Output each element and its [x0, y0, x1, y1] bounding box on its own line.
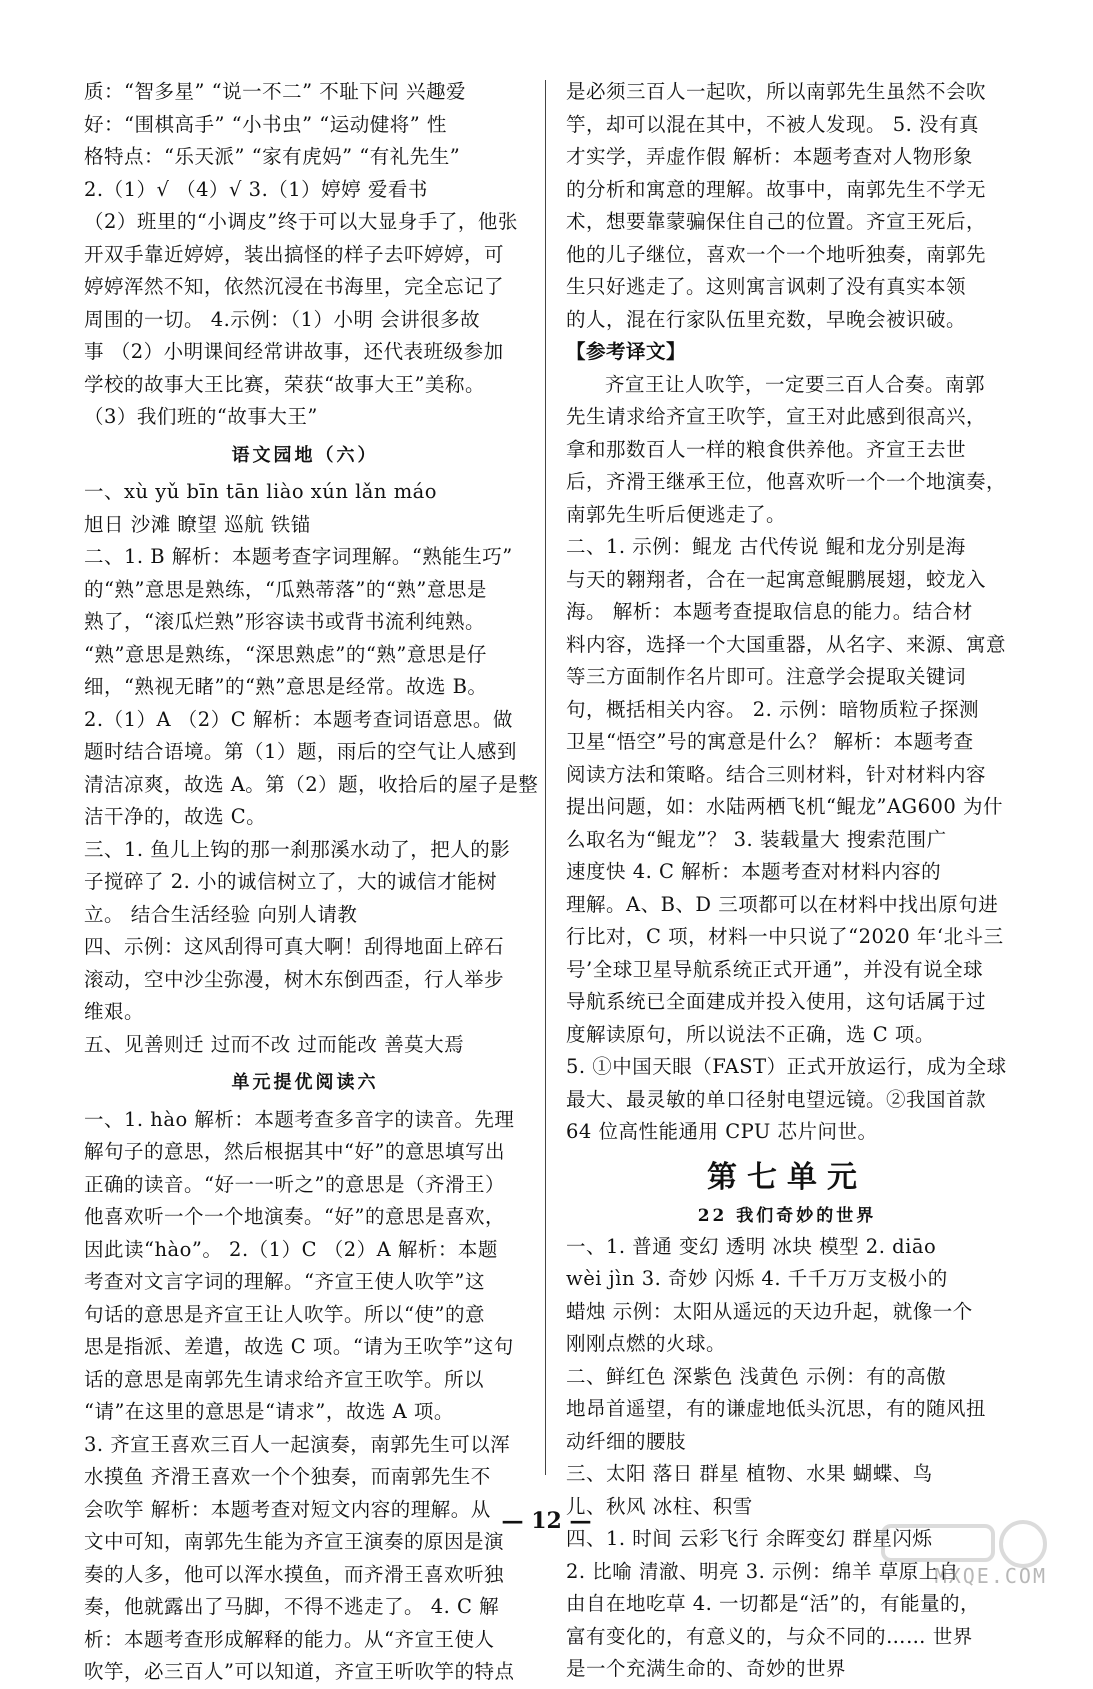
right-p6 — [566, 1361, 1008, 1459]
text-line: （2）班里的“小调皮”终于可以大显身手了，他张 — [84, 210, 518, 233]
text-line: 64 位高性能通用 CPU 芯片问世。 — [566, 1120, 878, 1143]
left-p5 — [84, 834, 526, 932]
left-p4 — [84, 541, 539, 834]
text-line: 是一个充满生命的、奇妙的世界 — [566, 1657, 847, 1680]
text-line: 五、见善则迁 过而不改 过而能改 善莫大焉 — [84, 1032, 465, 1056]
text-line: 号’全球卫星导航系统正式开通”，并没有说全球 — [566, 957, 984, 981]
text-line: 学校的故事大王比赛，荣获“故事大王”美称。 — [84, 372, 485, 396]
text-line: 奏的人多，他可以浑水摸鱼，而齐滑王喜欢听独 — [84, 1562, 505, 1586]
text-line: 5. ①中国天眼（FAST）正式开放运行，成为全球 — [566, 1055, 1007, 1078]
text-line: 3. 齐宣王喜欢三百人一起演奏，南郭先生可以浑 — [84, 1432, 511, 1456]
text-line: 会吹竽 解析：本题考查对短文内容的理解。从 — [84, 1497, 491, 1521]
text-line: “请”在这里的意思是“请求”，故选 A 项。 — [84, 1400, 454, 1423]
text-line: 先生请求给齐宣王吹竽，宣王对此感到很高兴， — [566, 405, 987, 428]
text-line: 才实学，弄虚作假 解析：本题考查对人物形象 — [566, 145, 973, 168]
text-line: 开双手靠近婷婷，装出搞怪的样子去吓婷婷，可 — [84, 242, 505, 266]
text-line: 他的儿子继位，喜欢一个一个地听独奏，南郭先 — [566, 242, 987, 266]
text-line: 因此读“hào”。 2.（1）C （2）A 解析：本题 — [84, 1237, 498, 1261]
text-line: 一、1. hào 解析：本题考查多音字的读音。先理 — [84, 1107, 515, 1131]
text-line: 与天的翱翔者，合在一起寓意鲲鹏展翅，蛟龙入 — [566, 567, 987, 591]
text-line: 二、1. 示例：鲲龙 古代传说 鲲和龙分别是海 — [566, 535, 966, 558]
text-line: 洁干净的，故选 C。 — [84, 805, 267, 828]
reference-translation-label: 【参考译文】 — [566, 340, 687, 363]
left-p7 — [84, 1029, 526, 1062]
left-p8 — [84, 1104, 526, 1429]
lesson-22-heading: 22 我们奇妙的世界 — [697, 1205, 877, 1226]
text-line: 最大、最灵敏的单口径射电望远镜。②我国首款 — [566, 1087, 987, 1111]
right-p1 — [566, 76, 1008, 336]
text-line: 旭日 沙滩 瞭望 巡航 铁锚 — [84, 512, 311, 536]
text-line: 解句子的意思，然后根据其中“好”的意思填写出 — [84, 1140, 505, 1163]
text-line: 二、1. B 解析：本题考查字词理解。“熟能生巧” — [84, 545, 513, 568]
text-line: 地昂首遥望，有的谦虚地低头沉思，有的随风扭 — [566, 1397, 987, 1420]
text-line: 等三方面制作名片即可。注意学会提取关键词 — [566, 665, 967, 688]
text-line: 后，齐滑王继承王位，他喜欢听一个一个地演奏， — [566, 470, 1007, 493]
text-line: 海。 解析：本题考查提取信息的能力。结合材 — [566, 600, 973, 623]
text-line: 格特点：“乐天派” “家有虎妈” “有礼先生” — [84, 145, 461, 168]
text-line: 二、鲜红色 深紫色 浅黄色 示例：有的高傲 — [566, 1364, 947, 1388]
text-line: 正确的读音。“好一一听之”的意思是（齐滑王） — [84, 1172, 505, 1196]
text-line: 的“熟”意思是熟练，“瓜熟蒂落”的“熟”意思是 — [84, 577, 487, 601]
text-line: 析：本题考查形成解释的能力。从“齐宣王使人 — [84, 1627, 495, 1651]
text-line: 生只好逃走了。这则寓言讽刺了没有真实本领 — [566, 275, 967, 298]
text-line: 阅读方法和策略。结合三则材料，针对材料内容 — [566, 762, 987, 786]
text-line: 四、示例：这风刮得可真大啊！刮得地面上碎石 — [84, 935, 505, 958]
right-p3 — [566, 531, 1008, 1051]
text-line: 熟了，“滚瓜烂熟”形容读书或背书流利纯熟。 — [84, 610, 485, 633]
text-line: 思是指派、差遣，故选 C 项。“请为王吹竽”这句 — [84, 1335, 514, 1358]
text-line: 的分析和寓意的理解。故事中，南郭先生不学无 — [566, 177, 987, 201]
pinyin-line: 一、xù yǔ bīn tān liào xún lǎn máo — [84, 480, 438, 503]
text-line: 理解。A、B、D 三项都可以在材料中找出原句进 — [566, 892, 999, 916]
text-line: 是必须三百人一起吹，所以南郭先生虽然不会吹 — [566, 80, 987, 103]
text-line: 卫星“悟空”号的寓意是什么？ 解析：本题考查 — [566, 730, 974, 753]
left-p1 — [84, 76, 526, 174]
text-line: 事 （2）小明课间经常讲故事，还代表班级参加 — [84, 340, 504, 363]
text-line: 滚动，空中沙尘弥漫，树木东倒西歪，行人举步 — [84, 967, 505, 991]
column-divider — [545, 80, 546, 1475]
text-line: （3）我们班的“故事大王” — [84, 405, 318, 428]
text-line: 婷婷浑然不知，依然沉浸在书海里，完全忘记了 — [84, 275, 505, 298]
text-line: 刚刚点燃的火球。 — [566, 1332, 727, 1355]
text-line: 三、太阳 落日 群星 植物、水果 蝴蝶、鸟 — [566, 1462, 933, 1485]
text-line: 富有变化的，有意义的，与众不同的…… 世界 — [566, 1624, 973, 1648]
text-line: 句话的意思是齐宣王让人吹竽。所以“使”的意 — [84, 1302, 485, 1326]
text-line: 速度快 4. C 解析：本题考查对材料内容的 — [566, 860, 942, 883]
text-line: wèi jìn 3. 奇妙 闪烁 4. 千千万万支极小的 — [566, 1267, 948, 1290]
text-line: 提出问题，如：水陆两栖飞机“鲲龙”AG600 为什 — [566, 795, 1004, 818]
unit-seven-heading: 第七单元 — [707, 1159, 867, 1195]
text-line: 儿、秋风 冰柱、积雪 — [566, 1494, 753, 1518]
text-line: 动纤细的腰肢 — [566, 1429, 687, 1453]
text-line: 奏，他就露出了马脚，不得不逃走了。 4. C 解 — [84, 1595, 500, 1618]
text-line: 吹竽，必三百人”可以知道，齐宣王听吹竽的特点 — [84, 1660, 515, 1683]
text-line: 好：“围棋高手” “小书虫” “运动健将” 性 — [84, 112, 447, 136]
text-line: 立。 结合生活经验 向别人请教 — [84, 902, 358, 926]
text-line: 由自在地吃草 4. 一切都是“活”的，有能量的， — [566, 1592, 980, 1615]
text-line: 四、1. 时间 云彩飞行 余晖变幻 群星闪烁 — [566, 1527, 933, 1550]
text-line: 文中可知，南郭先生能为齐宣王演奏的原因是演 — [84, 1530, 505, 1553]
text-line: 考查对文言字词的理解。“齐宣王使人吹竽”这 — [84, 1270, 485, 1293]
text-line: 蜡烛 示例：太阳从遥远的天边升起，就像一个 — [566, 1299, 973, 1323]
text-line: 齐宣王让人吹竽，一定要三百人合奏。南郭 — [605, 372, 986, 396]
left-p2 — [84, 174, 526, 434]
text-line: 行比对，C 项，材料一中只说了“2020 年‘北斗三 — [566, 925, 1004, 948]
right-column — [566, 76, 1008, 1686]
right-p2 — [566, 369, 1008, 532]
text-line: 清洁凉爽，故选 A。第（2）题，收拾后的屋子是整 — [84, 772, 539, 796]
section-heading-unit-reading: 单元提优阅读六 — [231, 1072, 379, 1093]
text-line: 三、1. 鱼儿上钩的那一刹那溪水动了，把人的影 — [84, 837, 511, 861]
left-p9 — [84, 1429, 526, 1689]
text-line: 2. 比喻 清澈、明亮 3. 示例：绵羊 草原上自 — [566, 1559, 959, 1583]
text-line: 水摸鱼 齐滑王喜欢一个个独奏，而南郭先生不 — [84, 1465, 491, 1488]
text-line: 2.（1）√ （4）√ 3.（1）婷婷 爱看书 — [84, 177, 428, 201]
text-line: 质：“智多星” “说一不二” 不耻下问 兴趣爱 — [84, 80, 466, 103]
text-line: 拿和那数百人一样的粮食供养他。齐宣王去世 — [566, 437, 967, 461]
text-line: 南郭先生听后便逃走了。 — [566, 502, 787, 526]
left-column — [84, 76, 539, 1689]
watermark-text: MXQE.COM — [934, 1564, 1047, 1588]
text-line: 话的意思是南郭先生请求给齐宣王吹竽。所以 — [84, 1367, 485, 1391]
text-line: 维艰。 — [84, 1000, 145, 1023]
left-p3 — [84, 476, 526, 541]
right-p5 — [566, 1231, 1008, 1361]
text-line: 度解读原句，所以说法不正确，选 C 项。 — [566, 1022, 935, 1046]
section-heading-yuwen-yuandi: 语文园地（六） — [231, 444, 379, 466]
text-line: 导航系统已全面建成并投入使用，这句话属于过 — [566, 990, 987, 1013]
text-line: 么取名为“鲲龙”？ 3. 装载量大 搜索范围广 — [566, 827, 947, 851]
text-line: 2.（1）A （2）C 解析：本题考查词语意思。做 — [84, 707, 513, 731]
text-line: 竽，却可以混在其中，不被人发现。 5. 没有真 — [566, 112, 980, 136]
text-line: 句，概括相关内容。 2. 示例：暗物质粒子探测 — [566, 697, 980, 721]
text-line: 细，“熟视无睹”的“熟”意思是经常。故选 B。 — [84, 675, 488, 698]
text-line: 他喜欢听一个一个地演奏。“好”的意思是喜欢， — [84, 1205, 505, 1228]
text-line: 术，想要靠蒙骗保住自己的位置。齐宣王死后， — [566, 210, 987, 233]
text-line: 题时结合语境。第（1）题，雨后的空气让人感到 — [84, 740, 517, 763]
text-line: 料内容，选择一个大国重器，从名字、来源、寓意 — [566, 632, 1007, 656]
text-line: 一、1. 普通 变幻 透明 冰块 模型 2. diāo — [566, 1234, 937, 1258]
text-line: “熟”意思是熟练，“深思熟虑”的“熟”意思是仔 — [84, 642, 487, 666]
right-p4 — [566, 1051, 1008, 1149]
left-p6 — [84, 931, 526, 1029]
text-line: 周围的一切。 4.示例：（1）小明 会讲很多故 — [84, 307, 481, 331]
text-line: 的人，混在行家队伍里充数，早晚会被识破。 — [566, 307, 967, 331]
page-number: — 12 — — [501, 1508, 592, 1534]
text-line: 子搅碎了 2. 小的诚信树立了，大的诚信才能树 — [84, 870, 498, 893]
